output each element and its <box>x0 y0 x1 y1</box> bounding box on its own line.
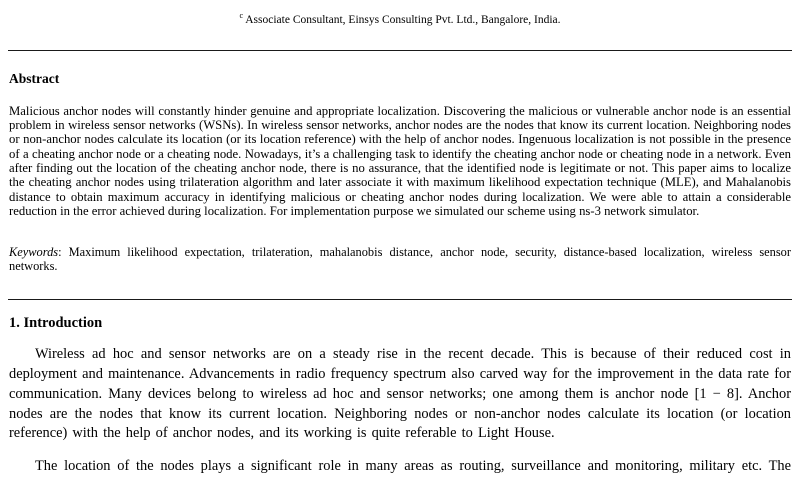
affiliation-text: Associate Consultant, Einsys Consulting Pvt. Ltd., Bangalore, India. <box>243 13 561 26</box>
section-divider <box>8 299 792 300</box>
abstract-heading: Abstract <box>9 70 60 86</box>
keywords-label: Keywords <box>9 245 59 260</box>
abstract-body: Malicious anchor nodes will constantly hinder genuine and appropriate localization. Discovering the malicious or vulnerable anchor node is an essential problem in wireless sensor networks (WSNs). In wireless sensor networks, anchor nodes are the nodes that know its current location. Neighboring nodes or non-anchor nodes calculate its location (or its location reference) with the help of anchor nodes. Ingenuous localization is not possible in the presence of a cheating anchor node or a cheating node. Nowadays, it’s a challenging task to identify the cheating anchor node or cheating node in a network. Even after finding out the location of the cheating anchor node, there is no assurance, that the identified node is legitimate or not. This paper aims to localize the cheating anchor nodes using trilateration algorithm and later associate it with maximum likelihood expectation technique (MLE), and Mahalanobis distance to obtain maximum accuracy in identifying malicious or cheating anchor nodes during localization. We were able to attain a considerable reduction in the error achieved during localization. For implementation purpose we simulated our scheme using ns-3 network simulator. <box>9 103 791 218</box>
affiliation-line <box>9 9 791 27</box>
introduction-heading: 1. Introduction <box>9 315 103 332</box>
affiliation-marker: c <box>239 11 244 20</box>
introduction-paragraph-1: Wireless ad hoc and sensor networks are on a steady rise in the recent decade. This is because of their reduced cost in deployment and maintenance. Advancements in radio frequency spectrum also carved way for the improvement in the data rate for communication. Many devices belong to wireless ad hoc and sensor networks; one among them is anchor node [1 − 8]. Anchor nodes are the nodes that know its current location. Neighboring nodes or non-anchor nodes calculate its location (or location reference) with the help of anchor nodes, and its working is quite referable to Light House. <box>9 346 791 442</box>
introduction-paragraph-2: The location of the nodes plays a significant role in many areas as routing, surveillance and monitoring, military etc. The <box>35 458 791 475</box>
top-divider <box>8 50 792 51</box>
keywords-text: : Maximum likelihood expectation, trilateration, mahalanobis distance, anchor node, security, distance-based localization, wireless sensor networks. <box>9 245 791 274</box>
keywords-line <box>9 245 791 273</box>
